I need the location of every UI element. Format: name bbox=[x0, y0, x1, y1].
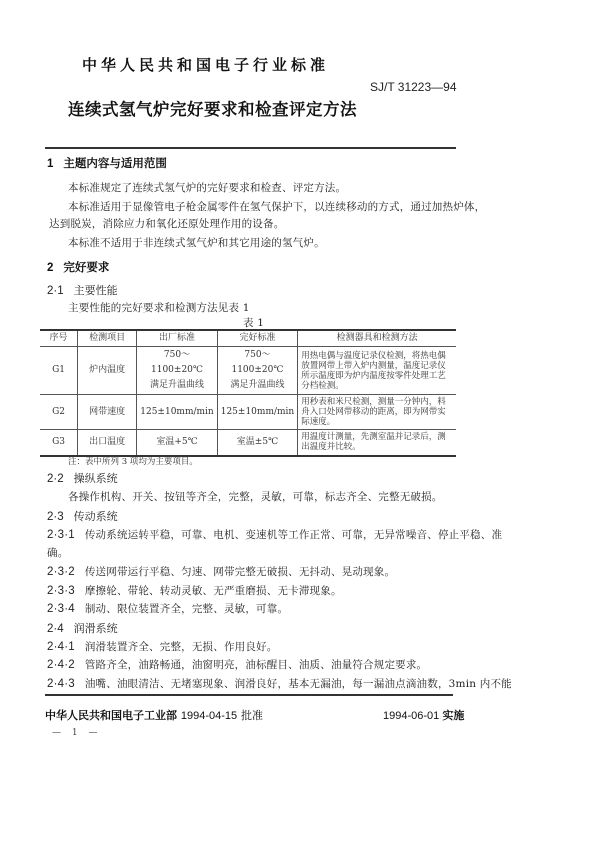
column-header: 检测项目 bbox=[78, 330, 137, 347]
subsection-number: 2·3 bbox=[47, 511, 64, 523]
table-row bbox=[40, 347, 456, 395]
paragraph: 各操作机构、开关、按钮等齐全，完整，灵敏，可靠，标志齐全、完整无破损。 bbox=[68, 491, 443, 503]
clause-number: 2·3·2 bbox=[47, 566, 75, 578]
clause-number: 2·3·1 bbox=[47, 529, 75, 541]
subsection-2-1-heading bbox=[47, 282, 118, 298]
column-header: 出厂标准 bbox=[137, 330, 217, 347]
paragraph: 本标准规定了连续式氢气炉的完好要求和检查、评定方法。 bbox=[68, 182, 347, 194]
subsection-title: 传动系统 bbox=[73, 510, 118, 523]
clause-number: 2·4·2 bbox=[47, 659, 75, 671]
column-header: 检测器具和检测方法 bbox=[298, 330, 456, 347]
subsection-number: 2·4 bbox=[47, 623, 64, 635]
table-header-row bbox=[40, 330, 456, 347]
table-row bbox=[40, 395, 456, 430]
inspection-method: 用热电偶与温度记录仪检测，将热电偶放置网带上带入炉内测量，温度记录仪所示温度即为炉内温度按零件处理工艺分档检测。 bbox=[298, 347, 456, 395]
document-title: 连续式氢气炉完好要求和检查评定方法 bbox=[68, 100, 357, 119]
subsection-2-2-heading bbox=[47, 470, 118, 486]
factory-standard: 125±10mm/min bbox=[137, 395, 217, 430]
column-header: 完好标准 bbox=[217, 330, 297, 347]
clause-number: 2·4·3 bbox=[47, 678, 75, 690]
inspection-method: 用温度计测量，先测室温并记录后，测出温度并比较。 bbox=[298, 430, 456, 456]
clause-2-4-1 bbox=[47, 639, 277, 654]
clause-2-3-1 bbox=[47, 527, 502, 542]
approval-date: 1994-04-15 bbox=[180, 710, 238, 722]
subsection-title: 润滑系统 bbox=[73, 622, 118, 635]
effective-line bbox=[383, 707, 464, 723]
clause-number: 2·3·4 bbox=[47, 603, 75, 615]
clause-2-3-2 bbox=[47, 564, 395, 579]
clause-text: 油嘴、油眼清洁、无堵塞现象、润滑良好，基本无漏油，每一漏油点滴油数，3min 内不能 bbox=[84, 678, 512, 690]
standard-organization: 中华人民共和国电子行业标准 bbox=[82, 56, 330, 74]
section-2-number: 2 bbox=[47, 262, 54, 274]
inspection-method: 用秒表和米尺检测，测量一分钟内，料舟入口处网带移动的距离，即为网带实际速度。 bbox=[298, 395, 456, 430]
section-2-heading bbox=[47, 259, 109, 275]
clause-number: 2·4·1 bbox=[47, 641, 75, 653]
clause-number: 2·3·3 bbox=[47, 585, 75, 597]
row-item: 炉内温度 bbox=[78, 347, 137, 395]
clause-text: 传送网带运行平稳、匀速、网带完整无破损、无抖动、晃动现象。 bbox=[84, 566, 396, 578]
row-item: 网带速度 bbox=[78, 395, 137, 430]
subsection-number: 2·2 bbox=[47, 473, 64, 485]
header-divider bbox=[45, 147, 456, 149]
good-standard: 125±10mm/min bbox=[217, 395, 297, 430]
subsection-2-4-heading bbox=[47, 620, 118, 636]
clause-continuation: 确。 bbox=[47, 547, 69, 559]
clause-2-3-4 bbox=[47, 601, 288, 616]
effective-label: 实施 bbox=[442, 709, 465, 722]
row-item: 出口温度 bbox=[78, 430, 137, 456]
row-id: G3 bbox=[40, 430, 78, 456]
good-standard-line: 满足升温曲线 bbox=[230, 380, 285, 390]
paragraph: 达到脱炭，消除应力和氧化还原处理作用的设备。 bbox=[49, 218, 285, 230]
table-note: 注：表中所列 3 项均为主要项目。 bbox=[68, 457, 198, 467]
subsection-number: 2·1 bbox=[47, 285, 64, 297]
table-row bbox=[40, 430, 456, 456]
factory-standard: 室温+5℃ bbox=[137, 430, 217, 456]
issuer: 中华人民共和国电子工业部 bbox=[45, 709, 177, 722]
clause-text: 摩擦轮、带轮、转动灵敏、无严重磨损、无卡滞现象。 bbox=[84, 585, 342, 597]
section-1-title: 主题内容与适用范围 bbox=[63, 156, 167, 170]
subsection-2-3-heading bbox=[47, 508, 118, 524]
section-1-heading bbox=[47, 155, 167, 171]
clause-2-3-3 bbox=[47, 583, 342, 598]
approval-label: 批准 bbox=[240, 709, 263, 722]
table-caption: 表 1 bbox=[243, 317, 265, 329]
footer-divider bbox=[45, 694, 453, 696]
clause-2-4-2 bbox=[47, 657, 427, 672]
section-1-number: 1 bbox=[47, 158, 54, 170]
clause-text: 润滑装置齐全、完整，无损、作用良好。 bbox=[84, 641, 278, 653]
good-standard bbox=[217, 347, 297, 395]
factory-standard bbox=[137, 347, 217, 395]
column-header: 序号 bbox=[40, 330, 78, 347]
factory-standard-line: 750～1100±20℃ bbox=[151, 350, 203, 375]
row-id: G1 bbox=[40, 347, 78, 395]
standard-code: SJ/T 31223—94 bbox=[370, 80, 457, 94]
good-standard-line: 750～1100±20℃ bbox=[231, 350, 284, 375]
paragraph: 本标准不适用于非连续式氢气炉和其它用途的氢气炉。 bbox=[68, 237, 325, 249]
row-id: G2 bbox=[40, 395, 78, 430]
good-standard: 室温±5℃ bbox=[217, 430, 297, 456]
page-number: — 1 — bbox=[52, 728, 102, 738]
approval-line bbox=[45, 707, 263, 723]
clause-text: 制动、限位装置齐全，完整、灵敏，可靠。 bbox=[84, 603, 289, 615]
subsection-title: 主要性能 bbox=[73, 284, 118, 297]
effective-date: 1994-06-01 bbox=[383, 710, 440, 722]
clause-text: 管路齐全，油路畅通，油窗明亮，油标醒目、油质、油量符合规定要求。 bbox=[84, 659, 428, 671]
factory-standard-line: 满足升温曲线 bbox=[149, 380, 204, 390]
clause-text: 传动系统运转平稳，可靠、电机、变速机等工作正常、可靠，无异常噪音、停止平稳、准 bbox=[84, 529, 503, 541]
table-intro: 主要性能的完好要求和检测方法见表 1 bbox=[68, 302, 250, 314]
clause-2-4-3 bbox=[47, 676, 512, 691]
paragraph: 本标准适用于显像管电子枪金属零件在氢气保护下，以连续移动的方式，通过加热炉体， bbox=[68, 201, 486, 213]
subsection-title: 操纵系统 bbox=[73, 472, 118, 485]
section-2-title: 完好要求 bbox=[63, 260, 110, 274]
performance-table bbox=[40, 329, 456, 457]
